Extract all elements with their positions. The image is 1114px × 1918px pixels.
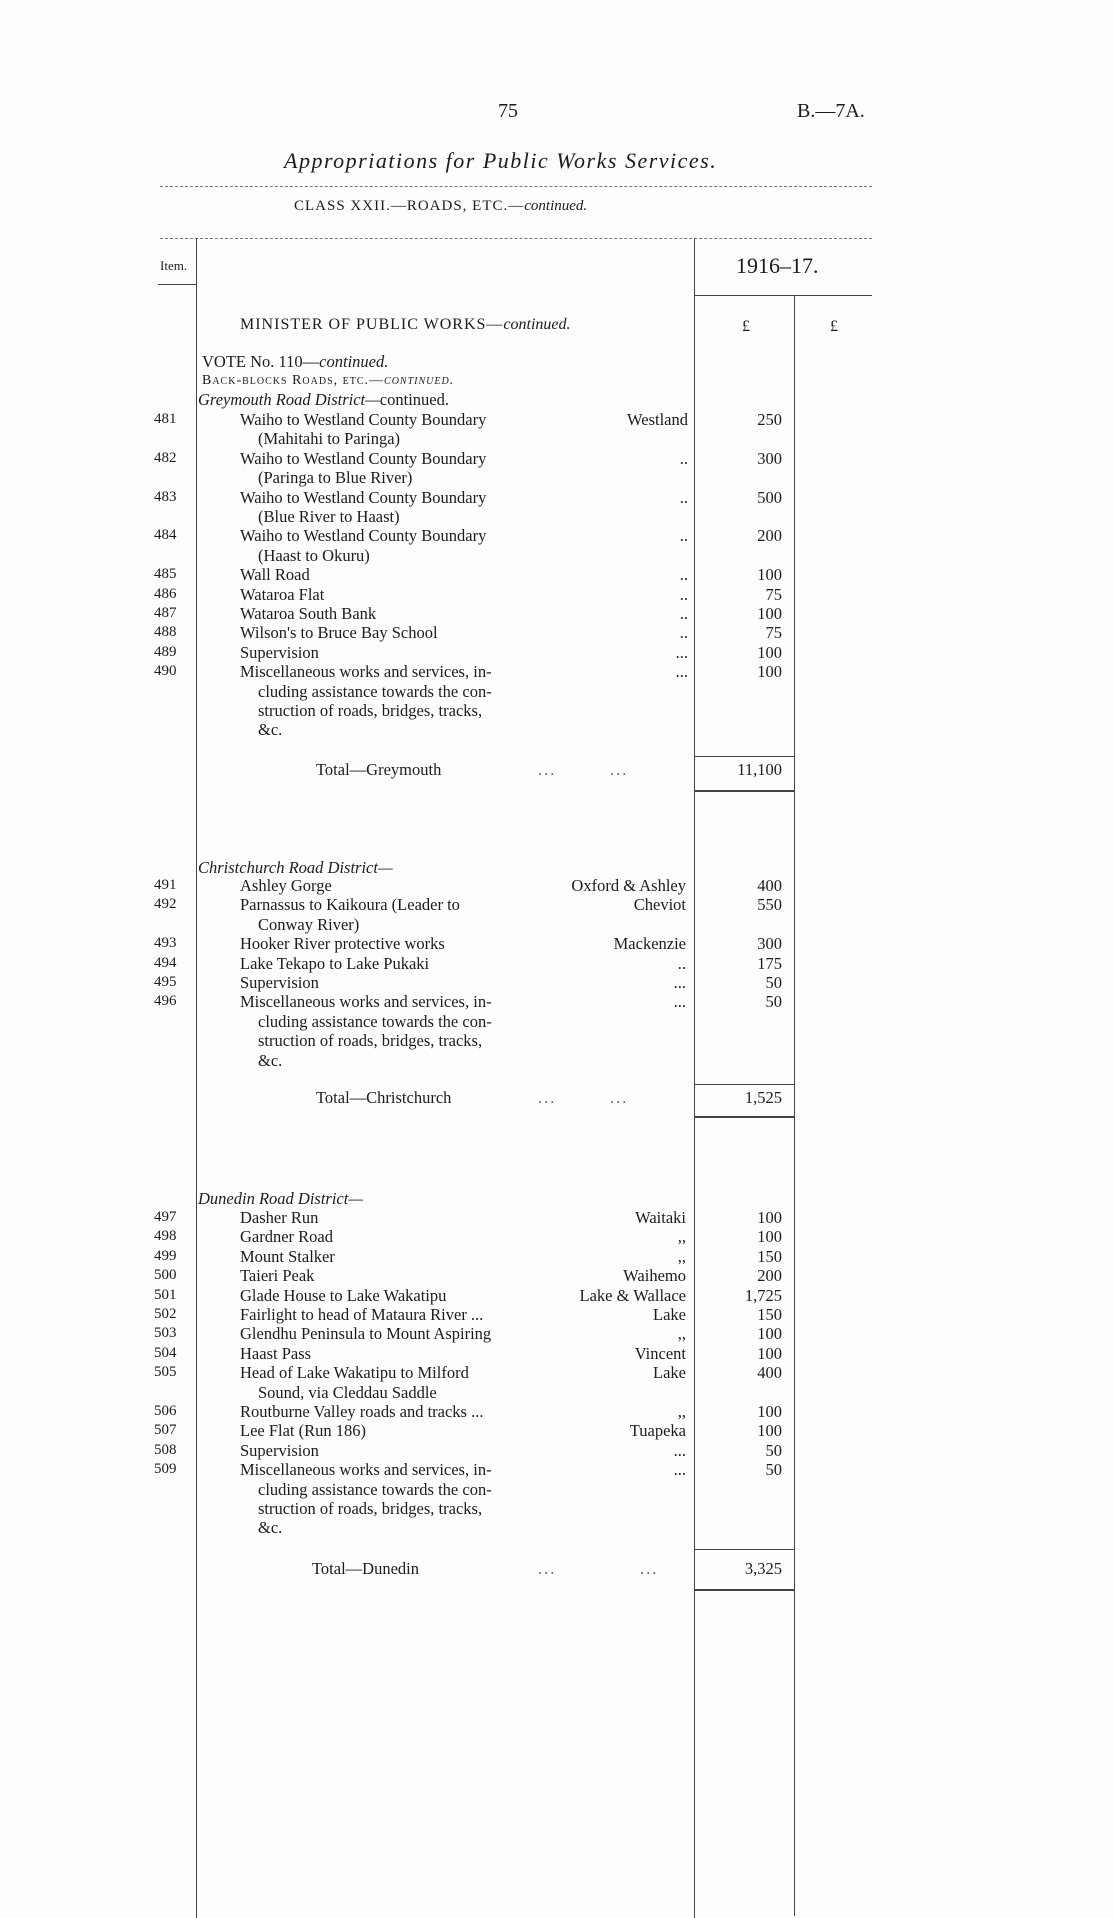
item-county: ... xyxy=(673,1460,686,1480)
item-county: .. xyxy=(679,623,688,643)
item-county: Vincent xyxy=(634,1343,686,1363)
page-number: 75 xyxy=(498,100,518,122)
item-description: Head of Lake Wakatipu to Milford xyxy=(240,1363,469,1383)
item-number: 501 xyxy=(154,1286,177,1303)
item-number: 490 xyxy=(154,663,177,680)
item-county: .. xyxy=(679,584,688,604)
item-number: 483 xyxy=(154,488,177,505)
item-amount: 100 xyxy=(757,1324,782,1344)
item-number: 494 xyxy=(154,954,177,971)
item-county: Waitaki xyxy=(635,1208,686,1227)
item-description: Sound, via Cleddau Saddle xyxy=(258,1382,437,1402)
year-header-rule xyxy=(694,295,872,296)
table-top-rule xyxy=(160,238,872,239)
item-description: Hooker River protective works xyxy=(240,934,445,954)
item-number: 481 xyxy=(154,411,177,427)
item-description: Gardner Road xyxy=(240,1227,334,1247)
item-amount: 100 xyxy=(757,565,782,585)
item-county: .. xyxy=(679,604,688,623)
item-county: ... xyxy=(675,642,688,662)
item-amount: 75 xyxy=(765,584,782,604)
item-description: Miscellaneous works and services, in- xyxy=(240,1460,492,1480)
item-description: Supervision xyxy=(240,642,319,662)
item-number: 505 xyxy=(154,1364,177,1381)
leader-dots: ... xyxy=(610,1088,629,1107)
item-number: 491 xyxy=(154,877,177,893)
item-amount: 1,725 xyxy=(744,1285,782,1305)
currency-symbol-1: £ xyxy=(742,318,750,335)
item-description: struction of roads, bridges, tracks, xyxy=(258,1499,483,1518)
item-column-rule xyxy=(196,238,197,1918)
item-amount: 50 xyxy=(765,1440,782,1460)
item-number: 509 xyxy=(154,1461,177,1478)
item-description: Waiho to Westland County Boundary xyxy=(240,448,487,468)
item-number: 495 xyxy=(154,974,177,990)
item-amount: 100 xyxy=(757,1208,782,1227)
item-description: (Haast to Okuru) xyxy=(258,545,370,565)
item-description: Parnassus to Kaikoura (Leader to xyxy=(240,895,460,915)
item-description: Conway River) xyxy=(258,914,360,934)
item-description: Waiho to Westland County Boundary xyxy=(240,487,487,507)
dunedin-total: 3,325 xyxy=(744,1559,782,1578)
item-amount: 50 xyxy=(765,1460,782,1480)
total-rule-top xyxy=(694,756,794,757)
vote-heading: VOTE No. 110—continued. xyxy=(202,352,389,371)
total-rule-bottom xyxy=(694,1116,794,1118)
item-amount: 100 xyxy=(757,662,782,682)
item-county: .. xyxy=(679,448,688,468)
item-amount: 100 xyxy=(757,1343,782,1363)
item-amount: 100 xyxy=(757,642,782,662)
item-number: 493 xyxy=(154,935,177,952)
item-county: Oxford & Ashley xyxy=(571,876,686,895)
dunedin-total-label: Total—Dunedin xyxy=(312,1559,419,1578)
item-county: Waihemo xyxy=(623,1266,686,1286)
item-description: cluding assistance towards the con- xyxy=(258,1011,492,1031)
item-amount: 300 xyxy=(757,934,782,954)
item-description: struction of roads, bridges, tracks, xyxy=(258,701,483,720)
item-county: ,, xyxy=(677,1227,686,1247)
item-county: Lake xyxy=(653,1305,686,1324)
item-amount: 100 xyxy=(757,1402,782,1421)
item-description: Miscellaneous works and services, in- xyxy=(240,662,492,682)
christchurch-total-label: Total—Christchurch xyxy=(316,1088,452,1107)
item-number: 503 xyxy=(154,1325,177,1342)
item-amount: 150 xyxy=(757,1305,782,1324)
item-amount: 500 xyxy=(757,487,782,507)
item-description: Ashley Gorge xyxy=(240,876,332,895)
item-number: 485 xyxy=(154,566,177,583)
item-amount: 200 xyxy=(757,1266,782,1286)
item-number: 488 xyxy=(154,624,177,641)
item-description: Dasher Run xyxy=(240,1208,319,1227)
item-number: 502 xyxy=(154,1306,177,1322)
item-county: ,, xyxy=(677,1324,686,1344)
item-county: ... xyxy=(675,662,688,682)
item-amount: 100 xyxy=(757,1421,782,1441)
item-number: 487 xyxy=(154,605,177,621)
item-county: Westland xyxy=(627,410,688,429)
greymouth-total-label: Total—Greymouth xyxy=(316,760,442,779)
item-county: Cheviot xyxy=(633,895,686,915)
item-number: 489 xyxy=(154,643,177,660)
item-description: Wilson's to Bruce Bay School xyxy=(240,623,438,643)
amount-column-rule-right xyxy=(794,296,795,1916)
item-description: Wataroa Flat xyxy=(240,584,325,604)
item-number: 498 xyxy=(154,1228,177,1245)
item-number: 486 xyxy=(154,585,177,602)
item-description: Glendhu Peninsula to Mount Aspiring xyxy=(240,1324,492,1344)
item-number: 482 xyxy=(154,449,177,466)
christchurch-total: 1,525 xyxy=(744,1088,782,1107)
item-description: &c. xyxy=(258,1050,283,1070)
greymouth-header: Greymouth Road District—continued. xyxy=(198,390,449,409)
item-number: 484 xyxy=(154,527,177,544)
leader-dots: ... xyxy=(610,760,629,779)
item-amount: 150 xyxy=(757,1246,782,1266)
total-rule-bottom xyxy=(694,1589,794,1591)
total-rule-top xyxy=(694,1549,794,1550)
item-county: ... xyxy=(673,1440,686,1460)
item-description: &c. xyxy=(258,720,283,740)
item-description: Waiho to Westland County Boundary xyxy=(240,526,487,546)
item-description: Supervision xyxy=(240,973,319,992)
item-amount: 400 xyxy=(757,1363,782,1383)
item-description: Fairlight to head of Mataura River ... xyxy=(240,1305,484,1324)
total-rule-bottom xyxy=(694,790,794,792)
item-amount: 400 xyxy=(757,876,782,895)
item-number: 497 xyxy=(154,1209,177,1225)
item-county: .. xyxy=(679,487,688,507)
item-description: &c. xyxy=(258,1518,283,1538)
item-description: Routburne Valley roads and tracks ... xyxy=(240,1402,484,1421)
item-amount: 100 xyxy=(757,1227,782,1247)
item-amount: 175 xyxy=(757,953,782,973)
item-county: .. xyxy=(679,565,688,585)
page-title: Appropriations for Public Works Services. xyxy=(284,148,718,173)
item-number: 496 xyxy=(154,993,177,1010)
item-county: ... xyxy=(673,973,686,992)
year-header: 1916–17. xyxy=(736,253,819,278)
leader-dots: ... xyxy=(538,1088,557,1107)
item-amount: 100 xyxy=(757,604,782,623)
item-description: Miscellaneous works and services, in- xyxy=(240,992,492,1012)
item-amount: 200 xyxy=(757,526,782,546)
item-column-header: Item. xyxy=(160,258,188,273)
item-amount: 300 xyxy=(757,448,782,468)
item-description: Waiho to Westland County Boundary xyxy=(240,410,487,429)
minister-heading: MINISTER OF PUBLIC WORKS—continued. xyxy=(240,316,571,333)
class-line: CLASS XXII.—ROADS, ETC.—continued. xyxy=(294,198,588,214)
item-county: ... xyxy=(673,992,686,1012)
item-description: Wataroa South Bank xyxy=(240,604,377,623)
item-description: Lee Flat (Run 186) xyxy=(240,1421,367,1441)
currency-symbol-2: £ xyxy=(830,318,838,335)
item-county: Mackenzie xyxy=(613,934,686,954)
item-amount: 75 xyxy=(765,623,782,643)
item-number: 507 xyxy=(154,1422,177,1439)
item-description: Taieri Peak xyxy=(240,1266,315,1286)
item-description: Glade House to Lake Wakatipu xyxy=(240,1285,447,1305)
item-county: ,, xyxy=(677,1402,686,1421)
item-amount: 50 xyxy=(765,992,782,1012)
leader-dots: ... xyxy=(640,1559,659,1578)
item-number: 492 xyxy=(154,896,177,913)
item-county: .. xyxy=(679,526,688,546)
item-description: cluding assistance towards the con- xyxy=(258,681,492,701)
item-number: 508 xyxy=(154,1441,177,1458)
item-number: 499 xyxy=(154,1247,177,1264)
item-amount: 550 xyxy=(757,895,782,915)
total-rule-top xyxy=(694,1084,794,1085)
item-number: 504 xyxy=(154,1344,177,1361)
leader-dots: ... xyxy=(538,1559,557,1578)
item-header-rule xyxy=(158,284,196,285)
item-description: (Paringa to Blue River) xyxy=(258,468,413,488)
item-description: (Mahitahi to Paringa) xyxy=(258,429,401,449)
item-number: 500 xyxy=(154,1267,177,1284)
document-reference: B.—7A. xyxy=(797,100,865,122)
item-number: 506 xyxy=(154,1403,177,1419)
item-description: cluding assistance towards the con- xyxy=(258,1479,492,1499)
item-county: Lake & Wallace xyxy=(579,1285,686,1305)
item-description: struction of roads, bridges, tracks, xyxy=(258,1031,483,1051)
leader-dots: ... xyxy=(538,760,557,779)
item-county: Tuapeka xyxy=(629,1421,686,1441)
item-amount: 250 xyxy=(757,410,782,429)
item-amount: 50 xyxy=(765,973,782,992)
vote-subheading: Back-blocks Roads, etc.—continued. xyxy=(202,373,455,388)
item-description: (Blue River to Haast) xyxy=(258,507,400,526)
title-rule xyxy=(160,186,872,187)
item-county: ,, xyxy=(677,1246,686,1266)
item-description: Supervision xyxy=(240,1440,319,1460)
item-description: Haast Pass xyxy=(240,1343,312,1363)
christchurch-header: Christchurch Road District— xyxy=(198,858,393,877)
item-description: Lake Tekapo to Lake Pukaki xyxy=(240,953,430,973)
item-description: Mount Stalker xyxy=(240,1246,335,1266)
item-county: Lake xyxy=(653,1363,686,1383)
item-description: Wall Road xyxy=(240,565,310,585)
item-county: .. xyxy=(677,953,686,973)
greymouth-total: 11,100 xyxy=(737,760,782,779)
dunedin-header: Dunedin Road District— xyxy=(198,1189,363,1208)
